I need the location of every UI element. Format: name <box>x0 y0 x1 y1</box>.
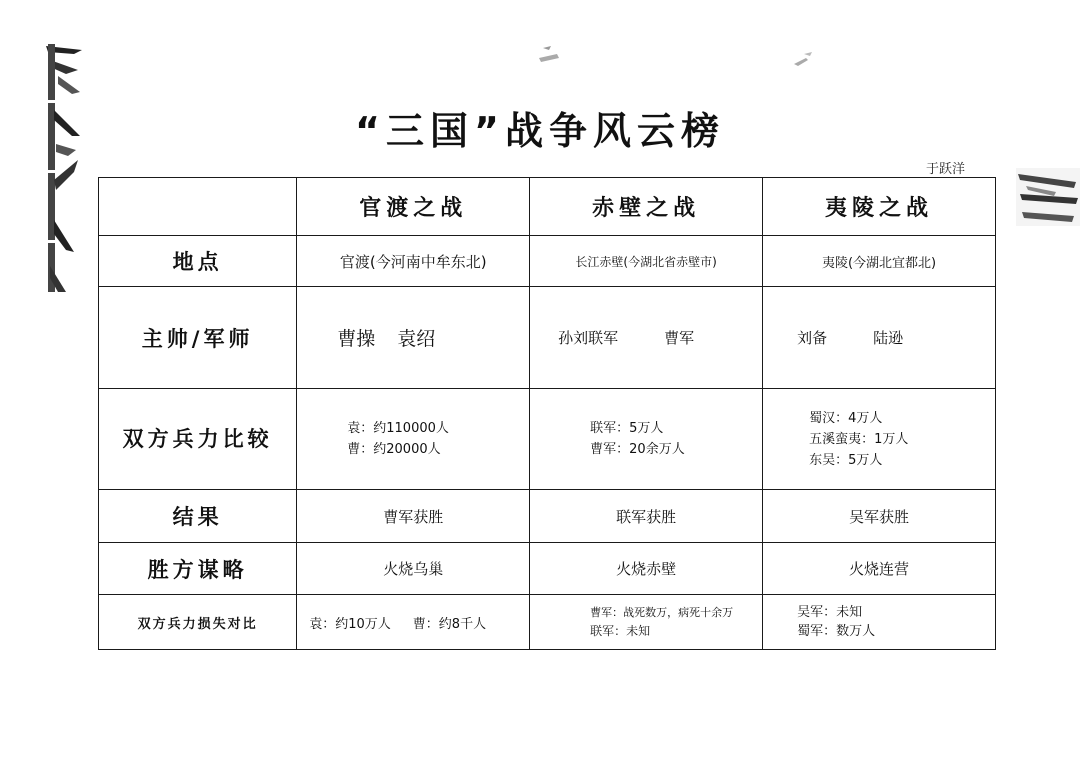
table-row-strategy <box>99 543 996 595</box>
commander-name: 刘备 <box>797 329 828 347</box>
forces-line: 五溪蛮夷：1万人 <box>809 431 909 447</box>
commander-name: 陆逊 <box>873 329 904 347</box>
forces-line: 袁：约110000人 <box>347 421 449 436</box>
table-header-row <box>99 178 996 236</box>
losses-line: 袁：约10万人 <box>309 616 391 632</box>
forces-line: 曹：约20000人 <box>347 442 441 457</box>
cell-result-chibi: 联军获胜 <box>530 490 763 543</box>
table-row-result <box>99 490 996 543</box>
commander-name: 袁绍 <box>397 328 436 350</box>
header-guandu: 官渡之战 <box>297 178 530 236</box>
cell-place-guandu: 官渡(今河南中牟东北) <box>297 236 530 287</box>
table-row-place <box>99 236 996 287</box>
bamboo-decoration-icon <box>44 40 84 295</box>
cell-commander-yiling <box>763 287 996 389</box>
forces-line: 曹军：20余万人 <box>590 442 685 457</box>
row-label-losses: 双方兵力损失对比 <box>99 595 297 650</box>
row-label-strategy: 胜方谋略 <box>99 543 297 595</box>
losses-line: 蜀军：数万人 <box>797 624 876 639</box>
header-cell-empty <box>99 178 297 236</box>
commander-name: 曹军 <box>664 329 695 347</box>
forces-line: 蜀汉：4万人 <box>809 410 883 426</box>
cell-losses-yiling <box>763 595 996 650</box>
commander-name: 孙刘联军 <box>558 329 619 347</box>
cell-strategy-chibi: 火烧赤壁 <box>530 543 763 595</box>
row-label-place: 地点 <box>99 236 297 287</box>
cell-losses-guandu <box>297 595 530 650</box>
table-row-commander <box>99 287 996 389</box>
cell-forces-chibi <box>530 389 763 490</box>
cell-strategy-yiling: 火烧连营 <box>763 543 996 595</box>
cell-result-guandu: 曹军获胜 <box>297 490 530 543</box>
losses-line: 曹军：战死数万，病死十余万 <box>590 606 734 619</box>
cell-forces-yiling <box>763 389 996 490</box>
cell-place-yiling: 夷陵(今湖北宜都北) <box>763 236 996 287</box>
row-label-commander: 主帅/军师 <box>99 287 297 389</box>
page-title: “三国”战争风云榜 <box>355 109 725 153</box>
header-yiling: 夷陵之战 <box>763 178 996 236</box>
cell-commander-guandu <box>297 287 530 389</box>
cell-forces-guandu <box>297 389 530 490</box>
cell-strategy-guandu: 火烧乌巢 <box>297 543 530 595</box>
row-label-result: 结果 <box>99 490 297 543</box>
cell-place-chibi: 长江赤壁(今湖北省赤壁市) <box>530 236 763 287</box>
forces-line: 东吴：5万人 <box>809 452 883 468</box>
battle-table <box>98 177 996 650</box>
bamboo-decoration-icon <box>1016 168 1080 226</box>
row-label-forces: 双方兵力比较 <box>99 389 297 490</box>
cell-commander-chibi <box>530 287 763 389</box>
table-row-forces <box>99 389 996 490</box>
author-signature: 于跃洋 <box>926 162 966 177</box>
speck-mark-icon <box>790 50 820 72</box>
cell-result-yiling: 吴军获胜 <box>763 490 996 543</box>
header-chibi: 赤壁之战 <box>530 178 763 236</box>
losses-line: 联军：未知 <box>590 624 651 638</box>
table-row-losses <box>99 595 996 650</box>
losses-line: 曹：约8千人 <box>412 616 487 632</box>
speck-mark-icon <box>535 44 565 66</box>
forces-line: 联军：5万人 <box>590 421 664 436</box>
losses-line: 吴军：未知 <box>797 605 863 620</box>
cell-losses-chibi <box>530 595 763 650</box>
commander-name: 曹操 <box>337 328 376 350</box>
